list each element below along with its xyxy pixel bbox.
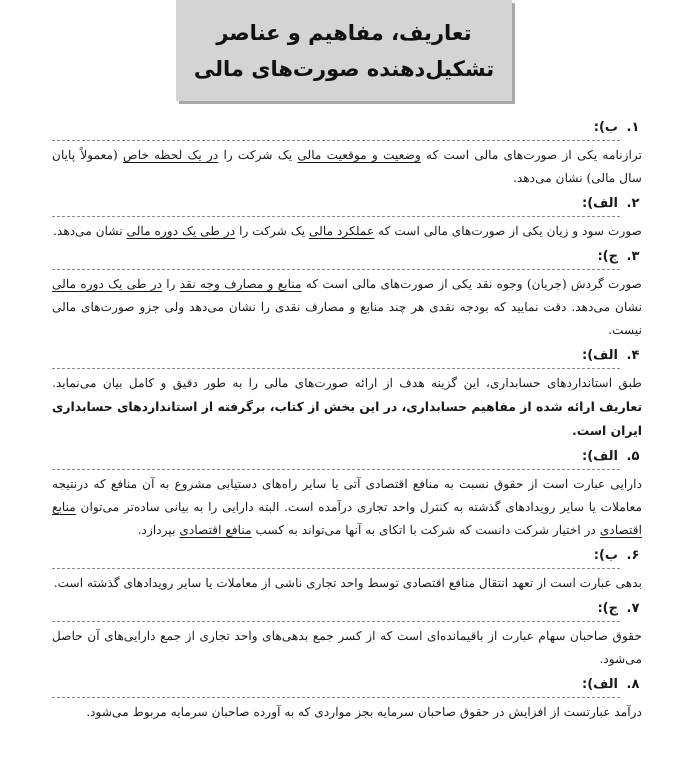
underlined-phrase: در یک لحظه خاص [123,148,219,162]
answer-number: ۵. [626,449,640,464]
dashed-divider [52,216,620,217]
answer-number: ۶. [626,548,640,563]
underlined-phrase: وضعیت و موقعیت مالی [297,148,421,162]
chapter-title-line-2: تشکیل‌دهنده صورت‌های مالی [193,56,495,81]
text-run: صورت سود و زیان یکی از صورت‌های مالی است که [374,224,642,238]
text-run: طبق استانداردهای حسابداری، این گزینه هدف از ارائه صورت‌های مالی را به طور دقیق و کامل بیان می‌نماید. [52,376,642,390]
dashed-divider [52,621,620,622]
answer-number: ۷. [626,601,640,616]
underlined-phrase: عملکرد مالی [309,224,375,238]
answer-item [52,677,642,724]
answer-number: ۴. [626,348,640,363]
bold-note: تعاریف ارائه شده از مفاهیم حسابداری، در این بخش از کتاب، برگرفته از استانداردهای حسابداری ایران است. [52,399,642,438]
answer-explanation [52,142,642,190]
answer-header [52,120,642,142]
answer-key: ج): [597,249,618,264]
underlined-phrase: منابع و مصارف وجه نقد [179,277,302,291]
answer-number: ۳. [626,249,640,264]
answer-key: الف): [582,449,618,464]
chapter-title-line-1: تعاریف، مفاهیم و عناصر [216,20,472,45]
answer-item [52,120,642,190]
text-run: ترازنامه یکی از صورت‌های مالی است که [420,148,642,162]
answer-header [52,348,642,370]
dashed-divider [52,568,620,569]
text-run: صورت گردش (جریان) وجوه نقد یکی از صورت‌های مالی است که [301,277,642,291]
answer-explanation [52,370,642,443]
text-run: را [162,277,180,291]
answer-list [52,120,642,730]
answer-header [52,449,642,471]
text-run: (معمولاً پایان سال مالی) نشان می‌دهد. [52,148,642,185]
chapter-title-box [176,0,512,101]
text-run: درآمد عبارتست از افزایش در حقوق صاحبان سرمایه بجز مواردی که به آورده صاحبان سرمایه مربوط می‌شود. [86,705,642,719]
underlined-phrase: منافع اقتصادی [179,523,252,537]
answer-header [52,196,642,218]
answer-item [52,548,642,595]
answer-key: الف): [582,196,618,211]
text-run: یک شرکت را [218,148,298,162]
dashed-divider [52,697,620,698]
answer-item [52,249,642,342]
answer-item [52,449,642,542]
answer-item [52,196,642,243]
answer-explanation [52,570,642,595]
answer-item [52,601,642,671]
text-run: نشان می‌دهد. [53,224,127,238]
answer-explanation [52,471,642,542]
answer-key: ج): [597,601,618,616]
underlined-phrase: در طی یک دوره مالی [52,277,163,291]
answer-number: ۱. [626,120,640,135]
answer-header [52,677,642,699]
answer-explanation [52,271,642,342]
answer-key: الف): [582,677,618,692]
text-run: بدهی عبارت است از تعهد انتقال منافع اقتصادی توسط واحد تجاری ناشی از معاملات یا سایر رویدادهای گذشته است. [53,576,642,590]
text-run: بپردازد. [137,523,180,537]
answer-explanation [52,699,642,724]
text-run: در اختیار شرکت دانست که شرکت با اتکای به آنها می‌تواند به کسب [251,523,600,537]
underlined-phrase: در طی یک دوره مالی [126,224,236,238]
dashed-divider [52,368,620,369]
text-run: حقوق صاحبان سهام عبارت از باقیمانده‌ای است که از کسر جمع بدهی‌های واحد تجاری از جمع دارایی‌های آن حاصل می‌شود. [52,629,642,666]
answer-key: ب): [593,120,618,135]
answer-item [52,348,642,443]
answer-key: ب): [593,548,618,563]
answer-header [52,548,642,570]
answer-key: الف): [582,348,618,363]
text-run: یک شرکت را [235,224,309,238]
dashed-divider [52,469,620,470]
answer-header [52,249,642,271]
underlined-phrase: منابع اقتصادی [52,500,642,537]
text-run: نشان می‌دهد. دقت نمایید که بودجه نقدی هر چند منابع و مصارف نقدی را نشان می‌دهد ولی جزو صورت‌های مالی نیست. [52,300,642,337]
answer-header [52,601,642,623]
dashed-divider [52,269,620,270]
answer-explanation [52,623,642,671]
answer-number: ۲. [626,196,640,211]
answer-explanation [52,218,642,243]
answer-number: ۸. [626,677,640,692]
text-run: دارایی عبارت است از حقوق نسبت به منافع اقتصادی آتی یا سایر راه‌های دستیابی مشروع به آن منافع که درنتیجه معاملات یا سایر رویدادهای گذشته به کنترل واحد تجاری درآمده است. البته دارایی را به بیانی ساده‌تر می‌توان [52,477,642,514]
dashed-divider [52,140,620,141]
